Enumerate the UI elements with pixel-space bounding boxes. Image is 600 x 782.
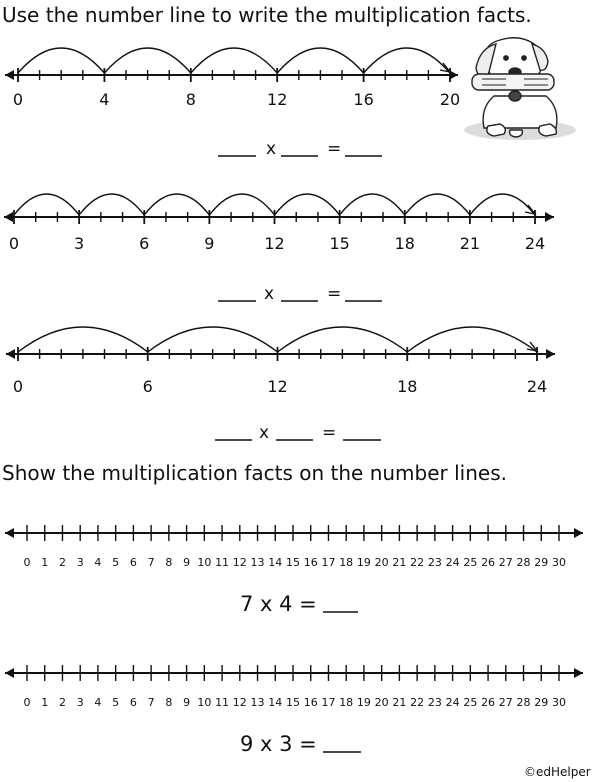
arrow-right-icon: [546, 349, 555, 359]
tick-label: 2: [58, 556, 66, 569]
hop-arc: [104, 48, 190, 73]
hop-arc: [14, 194, 79, 215]
tick-label: 23: [427, 556, 442, 569]
blank-number-line-2[interactable]: [5, 665, 583, 709]
arrow-left-icon: [4, 212, 13, 222]
tick-label: 4: [94, 556, 102, 569]
tick-label: 9: [204, 234, 215, 253]
arrow-left-icon: [5, 70, 14, 80]
number-line-3: [6, 327, 555, 396]
tick-label: 7: [147, 696, 155, 709]
tick-label: 12: [267, 377, 288, 396]
fact-text: 7 x 4 =: [240, 592, 317, 616]
tick-label: 16: [303, 696, 318, 709]
hop-arc: [18, 48, 104, 73]
times-sign: x: [259, 423, 270, 443]
tick-label: 12: [264, 234, 285, 253]
tick-label: 22: [410, 696, 425, 709]
tick-label: 6: [129, 696, 137, 709]
equals-sign: =: [322, 423, 337, 443]
tick-label: 21: [392, 556, 407, 569]
tick-label: 5: [112, 696, 120, 709]
tick-label: 28: [516, 696, 531, 709]
tick-label: 12: [267, 90, 288, 109]
tick-label: 0: [23, 696, 31, 709]
tick-label: 24: [445, 696, 460, 709]
fact-text: 9 x 3 =: [240, 732, 317, 756]
tick-label: 11: [215, 696, 230, 709]
tick-label: 8: [165, 556, 173, 569]
hop-arc: [191, 48, 277, 73]
hop-arc: [275, 194, 340, 215]
tick-label: 24: [526, 377, 548, 396]
hop-arc: [18, 327, 148, 352]
tick-label: 5: [112, 556, 120, 569]
arrow-left-icon: [6, 349, 15, 359]
tick-label: 3: [74, 234, 85, 253]
tick-label: 21: [392, 696, 407, 709]
blank-number-line-1[interactable]: [5, 525, 583, 569]
tick-label: 0: [12, 90, 24, 109]
tick-label: 0: [8, 234, 20, 253]
tick-label: 18: [339, 696, 354, 709]
equals-sign: =: [327, 284, 342, 304]
tick-label: 20: [439, 90, 461, 109]
tick-label: 22: [410, 556, 425, 569]
tick-label: 10: [197, 556, 212, 569]
tick-label: 25: [463, 696, 478, 709]
tick-label: 0: [23, 556, 31, 569]
tick-label: 20: [374, 696, 389, 709]
credit-text: ©edHelper: [524, 765, 591, 779]
tick-label: 18: [394, 234, 415, 253]
tick-label: 3: [76, 696, 84, 709]
tick-label: 12: [232, 696, 247, 709]
tick-label: 13: [250, 696, 265, 709]
tick-label: 0: [12, 377, 24, 396]
tick-label: 26: [481, 696, 496, 709]
hop-arc: [278, 327, 408, 352]
tick-label: 9: [183, 556, 191, 569]
tick-label: 26: [481, 556, 496, 569]
number-line-1: [5, 48, 460, 109]
tick-label: 6: [139, 234, 150, 253]
tick-label: 30: [552, 556, 566, 569]
tick-label: 27: [498, 696, 513, 709]
tick-label: 28: [516, 556, 531, 569]
tick-label: 4: [94, 696, 102, 709]
tick-label: 16: [303, 556, 318, 569]
arrow-left-icon: [5, 668, 14, 678]
tick-label: 3: [76, 556, 84, 569]
tick-label: 23: [427, 696, 442, 709]
equals-sign: =: [327, 139, 342, 159]
tick-label: 17: [321, 556, 336, 569]
equation-1: [218, 139, 382, 159]
tick-label: 18: [339, 556, 354, 569]
hop-arc: [144, 194, 209, 215]
hop-arc: [340, 194, 405, 215]
tick-label: 11: [215, 556, 230, 569]
number-line-2: [4, 194, 554, 253]
tick-label: 1: [41, 696, 49, 709]
tick-label: 25: [463, 556, 478, 569]
dog-illustration: [464, 38, 576, 140]
equation-3: [215, 423, 381, 443]
tick-label: 10: [197, 696, 212, 709]
hop-arc: [277, 48, 363, 73]
fact-equation-1: [240, 592, 358, 616]
tick-label: 21: [459, 234, 481, 253]
tick-label: 9: [183, 696, 191, 709]
tick-label: 4: [99, 90, 110, 109]
tick-label: 12: [232, 556, 247, 569]
hop-arc: [405, 194, 470, 215]
instructions-part1: Use the number line to write the multiplication facts.: [2, 3, 532, 27]
fact-equation-2: [240, 732, 361, 756]
hop-arc: [364, 48, 450, 73]
tick-label: 18: [397, 377, 418, 396]
tick-label: 19: [356, 556, 371, 569]
hop-arc: [79, 194, 144, 215]
hop-arc: [407, 327, 537, 352]
tick-label: 24: [524, 234, 546, 253]
tick-label: 14: [268, 556, 283, 569]
tick-label: 15: [329, 234, 350, 253]
hop-arc: [209, 194, 274, 215]
tick-label: 14: [268, 696, 283, 709]
arrow-right-icon: [574, 668, 583, 678]
arrow-right-icon: [545, 212, 554, 222]
tick-label: 7: [147, 556, 155, 569]
tick-label: 8: [165, 696, 173, 709]
tick-label: 15: [286, 556, 300, 569]
tick-label: 20: [374, 556, 389, 569]
arrow-left-icon: [5, 528, 14, 538]
tick-label: 24: [445, 556, 460, 569]
tick-label: 2: [58, 696, 66, 709]
tick-label: 15: [286, 696, 300, 709]
arrow-right-icon: [574, 528, 583, 538]
tick-label: 8: [185, 90, 196, 109]
tick-label: 27: [498, 556, 513, 569]
tick-label: 6: [129, 556, 137, 569]
tick-label: 19: [356, 696, 371, 709]
tick-label: 17: [321, 696, 336, 709]
equation-2: [218, 284, 382, 304]
tick-label: 1: [41, 556, 49, 569]
tick-label: 13: [250, 556, 265, 569]
dog-with-newspaper-icon: [464, 38, 576, 140]
times-sign: x: [264, 284, 275, 304]
tick-label: 16: [353, 90, 374, 109]
instructions-part2: Show the multiplication facts on the number lines.: [2, 461, 507, 485]
times-sign: x: [266, 139, 277, 159]
hop-arc: [148, 327, 278, 352]
tick-label: 6: [142, 377, 153, 396]
tick-label: 30: [552, 696, 566, 709]
tick-label: 29: [534, 696, 549, 709]
tick-label: 29: [534, 556, 549, 569]
